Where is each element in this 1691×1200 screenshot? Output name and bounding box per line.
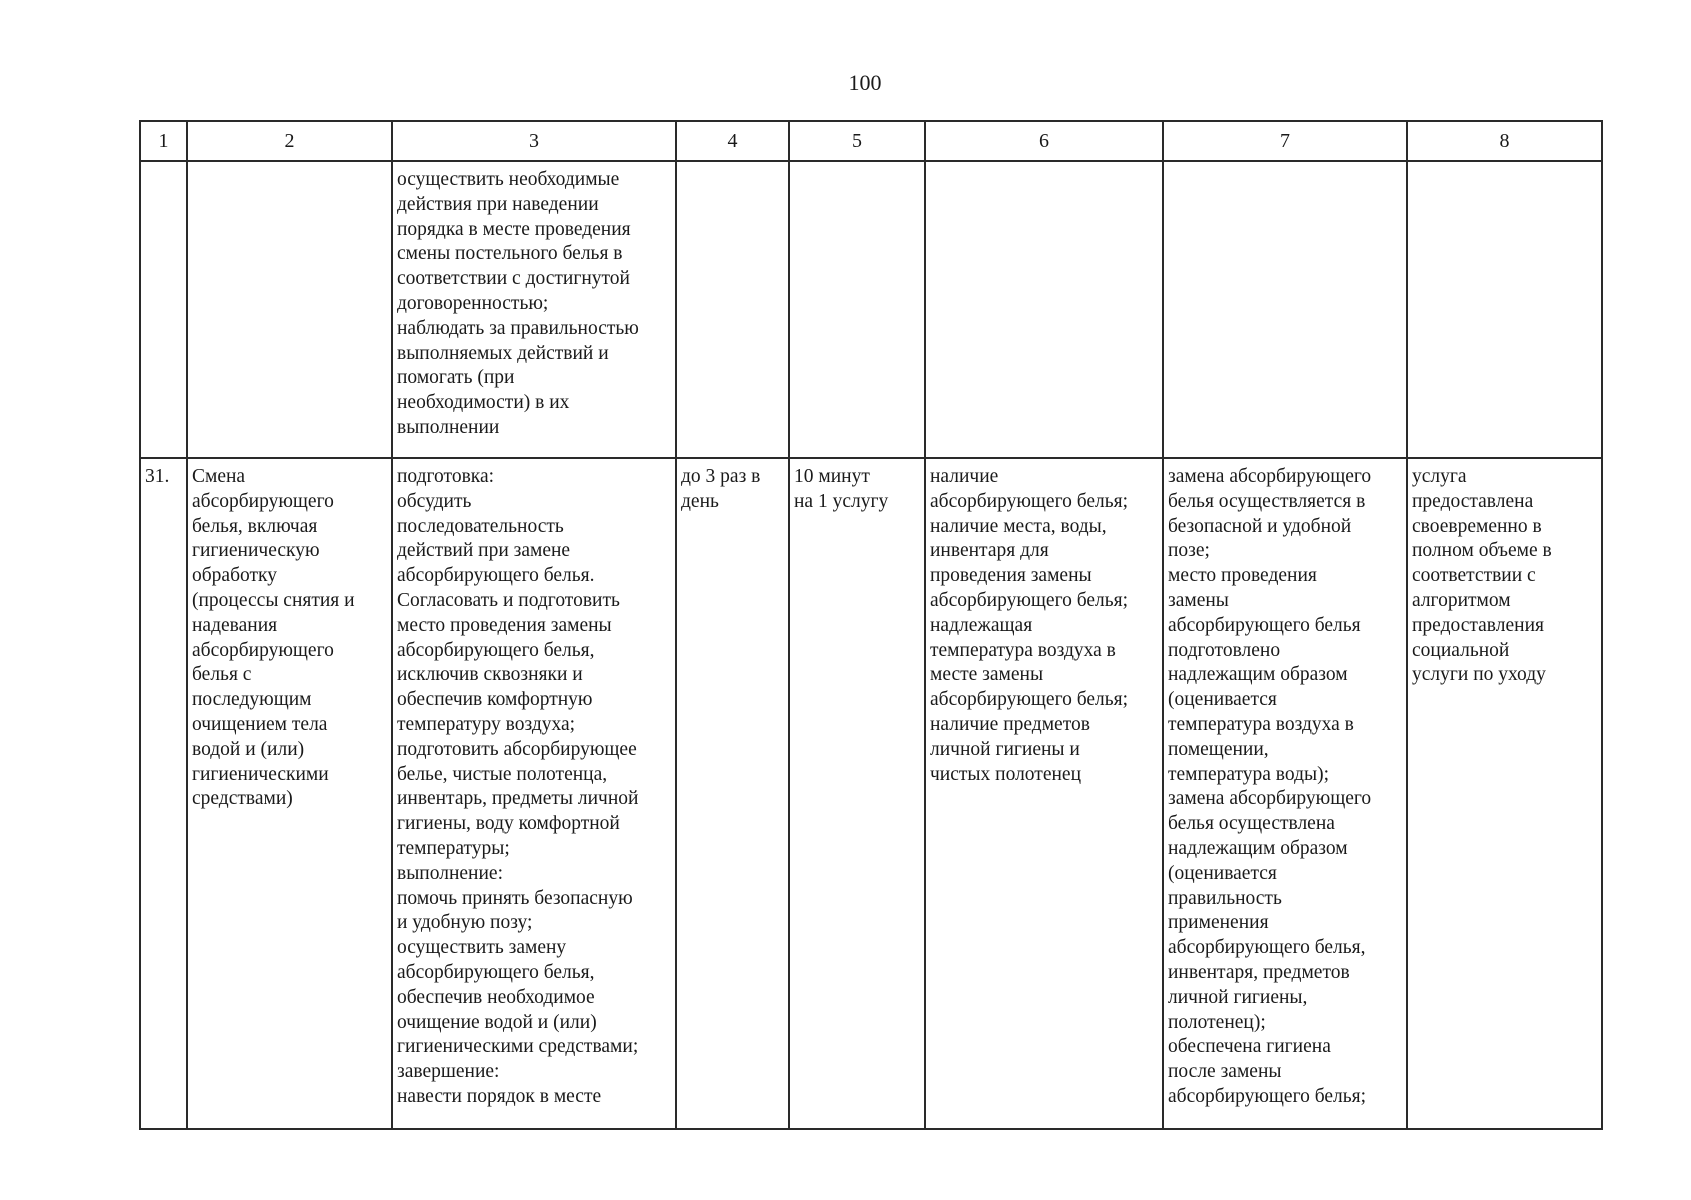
cell-text-line: наблюдать за правильностью [397,317,639,339]
cell-text-line: подготовка: [397,466,495,487]
cell-text-line: социальной [1412,639,1510,661]
cell-text-line: соответствии с [1412,565,1536,587]
cell-text-line: обработку [192,565,277,587]
cell-text-line: надевания [192,614,278,636]
service-content-cell [392,161,676,458]
cell-text-line: (процессы снятия и [192,589,355,611]
cell-text-line: выполнении [397,416,500,438]
cell-text-line: действия при наведении [397,193,599,215]
cell-text-line: абсорбирующего белья; [1168,1085,1367,1107]
cell-text-line: чистых полотенец [930,763,1082,785]
cell-text-line: проведения замены [930,565,1092,587]
cell-text-line: (оценивается [1168,862,1277,884]
cell-text-line: белья осуществляется в [1168,490,1366,512]
cell-text-line: абсорбирующего [192,639,334,661]
frequency-cell [676,161,789,458]
cell-text-line: полотенец); [1168,1011,1266,1033]
service-name-cell [187,161,392,458]
cell-text-line: личной гигиены, [1168,986,1308,1008]
cell-text-line: обеспечив необходимое [397,986,595,1008]
cell-text-line: абсорбирующего белья; [930,490,1129,512]
cell-text-line: соответствии с достигнутой [397,268,630,290]
cell-text-line: белья осуществлена [1168,813,1335,835]
cell-text-line: температура воздуха в [1168,713,1354,735]
cell-text-line: навести порядок в месте [397,1085,602,1107]
cell-text-line: месте замены [930,664,1044,686]
table-header-row [140,121,1602,161]
cell-text-line: и удобную позу; [397,912,533,934]
evaluation-cell [1407,458,1602,1129]
column-header: 5 [789,121,925,161]
column-header: 8 [1407,121,1602,161]
cell-text-line: день [681,490,719,512]
cell-text-line: подготовить абсорбирующее [397,738,637,760]
column-header: 3 [392,121,676,161]
cell-text-line: место проведения [1168,565,1317,587]
cell-text-line: инвентаря, предметов [1168,961,1350,983]
conditions-cell [925,161,1163,458]
cell-text-line: исключив сквозняки и [397,664,583,686]
cell-text-line: последовательность [397,515,564,537]
row-number-cell [140,161,187,458]
cell-text-line: гигиены, воду комфортной [397,813,620,835]
cell-text-line: позе; [1168,540,1210,562]
cell-text-line: Смена [192,466,246,487]
cell-text-line: наличие [930,466,999,487]
cell-text-line: помочь принять безопасную [397,887,633,909]
column-header: 6 [925,121,1163,161]
cell-text-line: смены постельного белья в [397,243,623,265]
cell-text-line: Согласовать и подготовить [397,589,620,611]
cell-text-line: белье, чистые полотенца, [397,763,608,785]
quality-indicators-cell [1163,458,1407,1129]
cell-text-line: своевременно в [1412,515,1542,537]
cell-text-line: температура воздуха в [930,639,1116,661]
cell-text-line: 31. [145,466,170,487]
row-number-cell [140,458,187,1129]
cell-text-line: инвентарь, предметы личной [397,788,639,810]
cell-text-line: гигиеническую [192,540,320,562]
cell-text-line: замена абсорбирующего [1168,788,1372,810]
cell-text-line: подготовлено [1168,639,1281,661]
duration-cell [789,161,925,458]
cell-text-line: осуществить необходимые [397,169,620,190]
cell-text-line: безопасной и удобной [1168,515,1352,537]
cell-text-line: температура воды); [1168,763,1329,785]
conditions-cell [925,458,1163,1129]
cell-text-line: осуществить замену [397,937,567,959]
cell-text-line: очищением тела [192,713,328,735]
cell-text-line: наличие предметов [930,713,1090,735]
cell-text-line: порядка в месте проведения [397,218,631,240]
frequency-cell [676,458,789,1129]
table-row [140,161,1602,458]
cell-text-line: действий при замене [397,540,571,562]
cell-text-line: правильность [1168,887,1282,909]
page-number: 100 [848,70,882,95]
cell-text-line: выполнение: [397,862,504,884]
cell-text-line: абсорбирующего [192,490,334,512]
cell-text-line: абсорбирующего белья. [397,565,595,587]
service-name-cell [187,458,392,1129]
cell-text-line: водой и (или) [192,738,305,760]
cell-text-line: услуга [1412,466,1467,487]
cell-text-line: полном объеме в [1412,540,1552,562]
cell-text-line: белья, включая [192,515,318,537]
cell-text-line: место проведения замены [397,614,612,636]
cell-text-line: помогать (при [397,367,515,389]
cell-text-line: надлежащим образом [1168,837,1348,859]
duration-cell [789,458,925,1129]
cell-text-line: последующим [192,689,312,711]
service-content-cell [392,458,676,1129]
cell-text-line: обеспечив комфортную [397,689,593,711]
cell-text-line: температуру воздуха; [397,713,576,735]
cell-text-line: необходимости) в их [397,392,570,414]
cell-text-line: 10 минут [794,466,870,487]
cell-text-line: алгоритмом [1412,589,1511,611]
cell-text-line: применения [1168,912,1269,934]
column-header: 1 [140,121,187,161]
cell-text-line: завершение: [397,1061,500,1083]
cell-text-line: абсорбирующего белья [1168,614,1361,636]
cell-text-line: средствами) [192,788,293,810]
cell-text-line: надлежащая [930,614,1033,636]
quality-indicators-cell [1163,161,1407,458]
cell-text-line: температуры; [397,837,510,859]
evaluation-cell [1407,161,1602,458]
cell-text-line: предоставлена [1412,490,1534,512]
cell-text-line: белья с [192,664,252,686]
cell-text-line: замены [1168,589,1229,611]
cell-text-line: очищение водой и (или) [397,1011,597,1033]
cell-text-line: абсорбирующего белья, [397,961,595,983]
cell-text-line: услуги по уходу [1412,664,1546,686]
table-row [140,458,1602,1129]
cell-text-line: абсорбирующего белья, [397,639,595,661]
service-standards-table [139,120,1603,1130]
cell-text-line: инвентаря для [930,540,1049,562]
cell-text-line: обеспечена гигиена [1168,1036,1331,1058]
cell-text-line: гигиеническими [192,763,329,785]
cell-text-line: помещении, [1168,738,1269,760]
column-header: 2 [187,121,392,161]
cell-text-line: выполняемых действий и [397,342,609,364]
cell-text-line: абсорбирующего белья; [930,589,1129,611]
cell-text-line: после замены [1168,1061,1282,1083]
cell-text-line: предоставления [1412,614,1544,636]
cell-text-line: абсорбирующего белья; [930,689,1129,711]
cell-text-line: надлежащим образом [1168,664,1348,686]
cell-text-line: (оценивается [1168,689,1277,711]
cell-text-line: гигиеническими средствами; [397,1036,639,1058]
cell-text-line: на 1 услугу [794,490,889,512]
cell-text-line: замена абсорбирующего [1168,466,1372,487]
cell-text-line: наличие места, воды, [930,515,1107,537]
column-header: 4 [676,121,789,161]
cell-text-line: договоренностью; [397,292,549,314]
cell-text-line: личной гигиены и [930,738,1080,760]
cell-text-line: обсудить [397,490,472,512]
cell-text-line: до 3 раз в [681,466,761,487]
cell-text-line: абсорбирующего белья, [1168,937,1366,959]
column-header: 7 [1163,121,1407,161]
